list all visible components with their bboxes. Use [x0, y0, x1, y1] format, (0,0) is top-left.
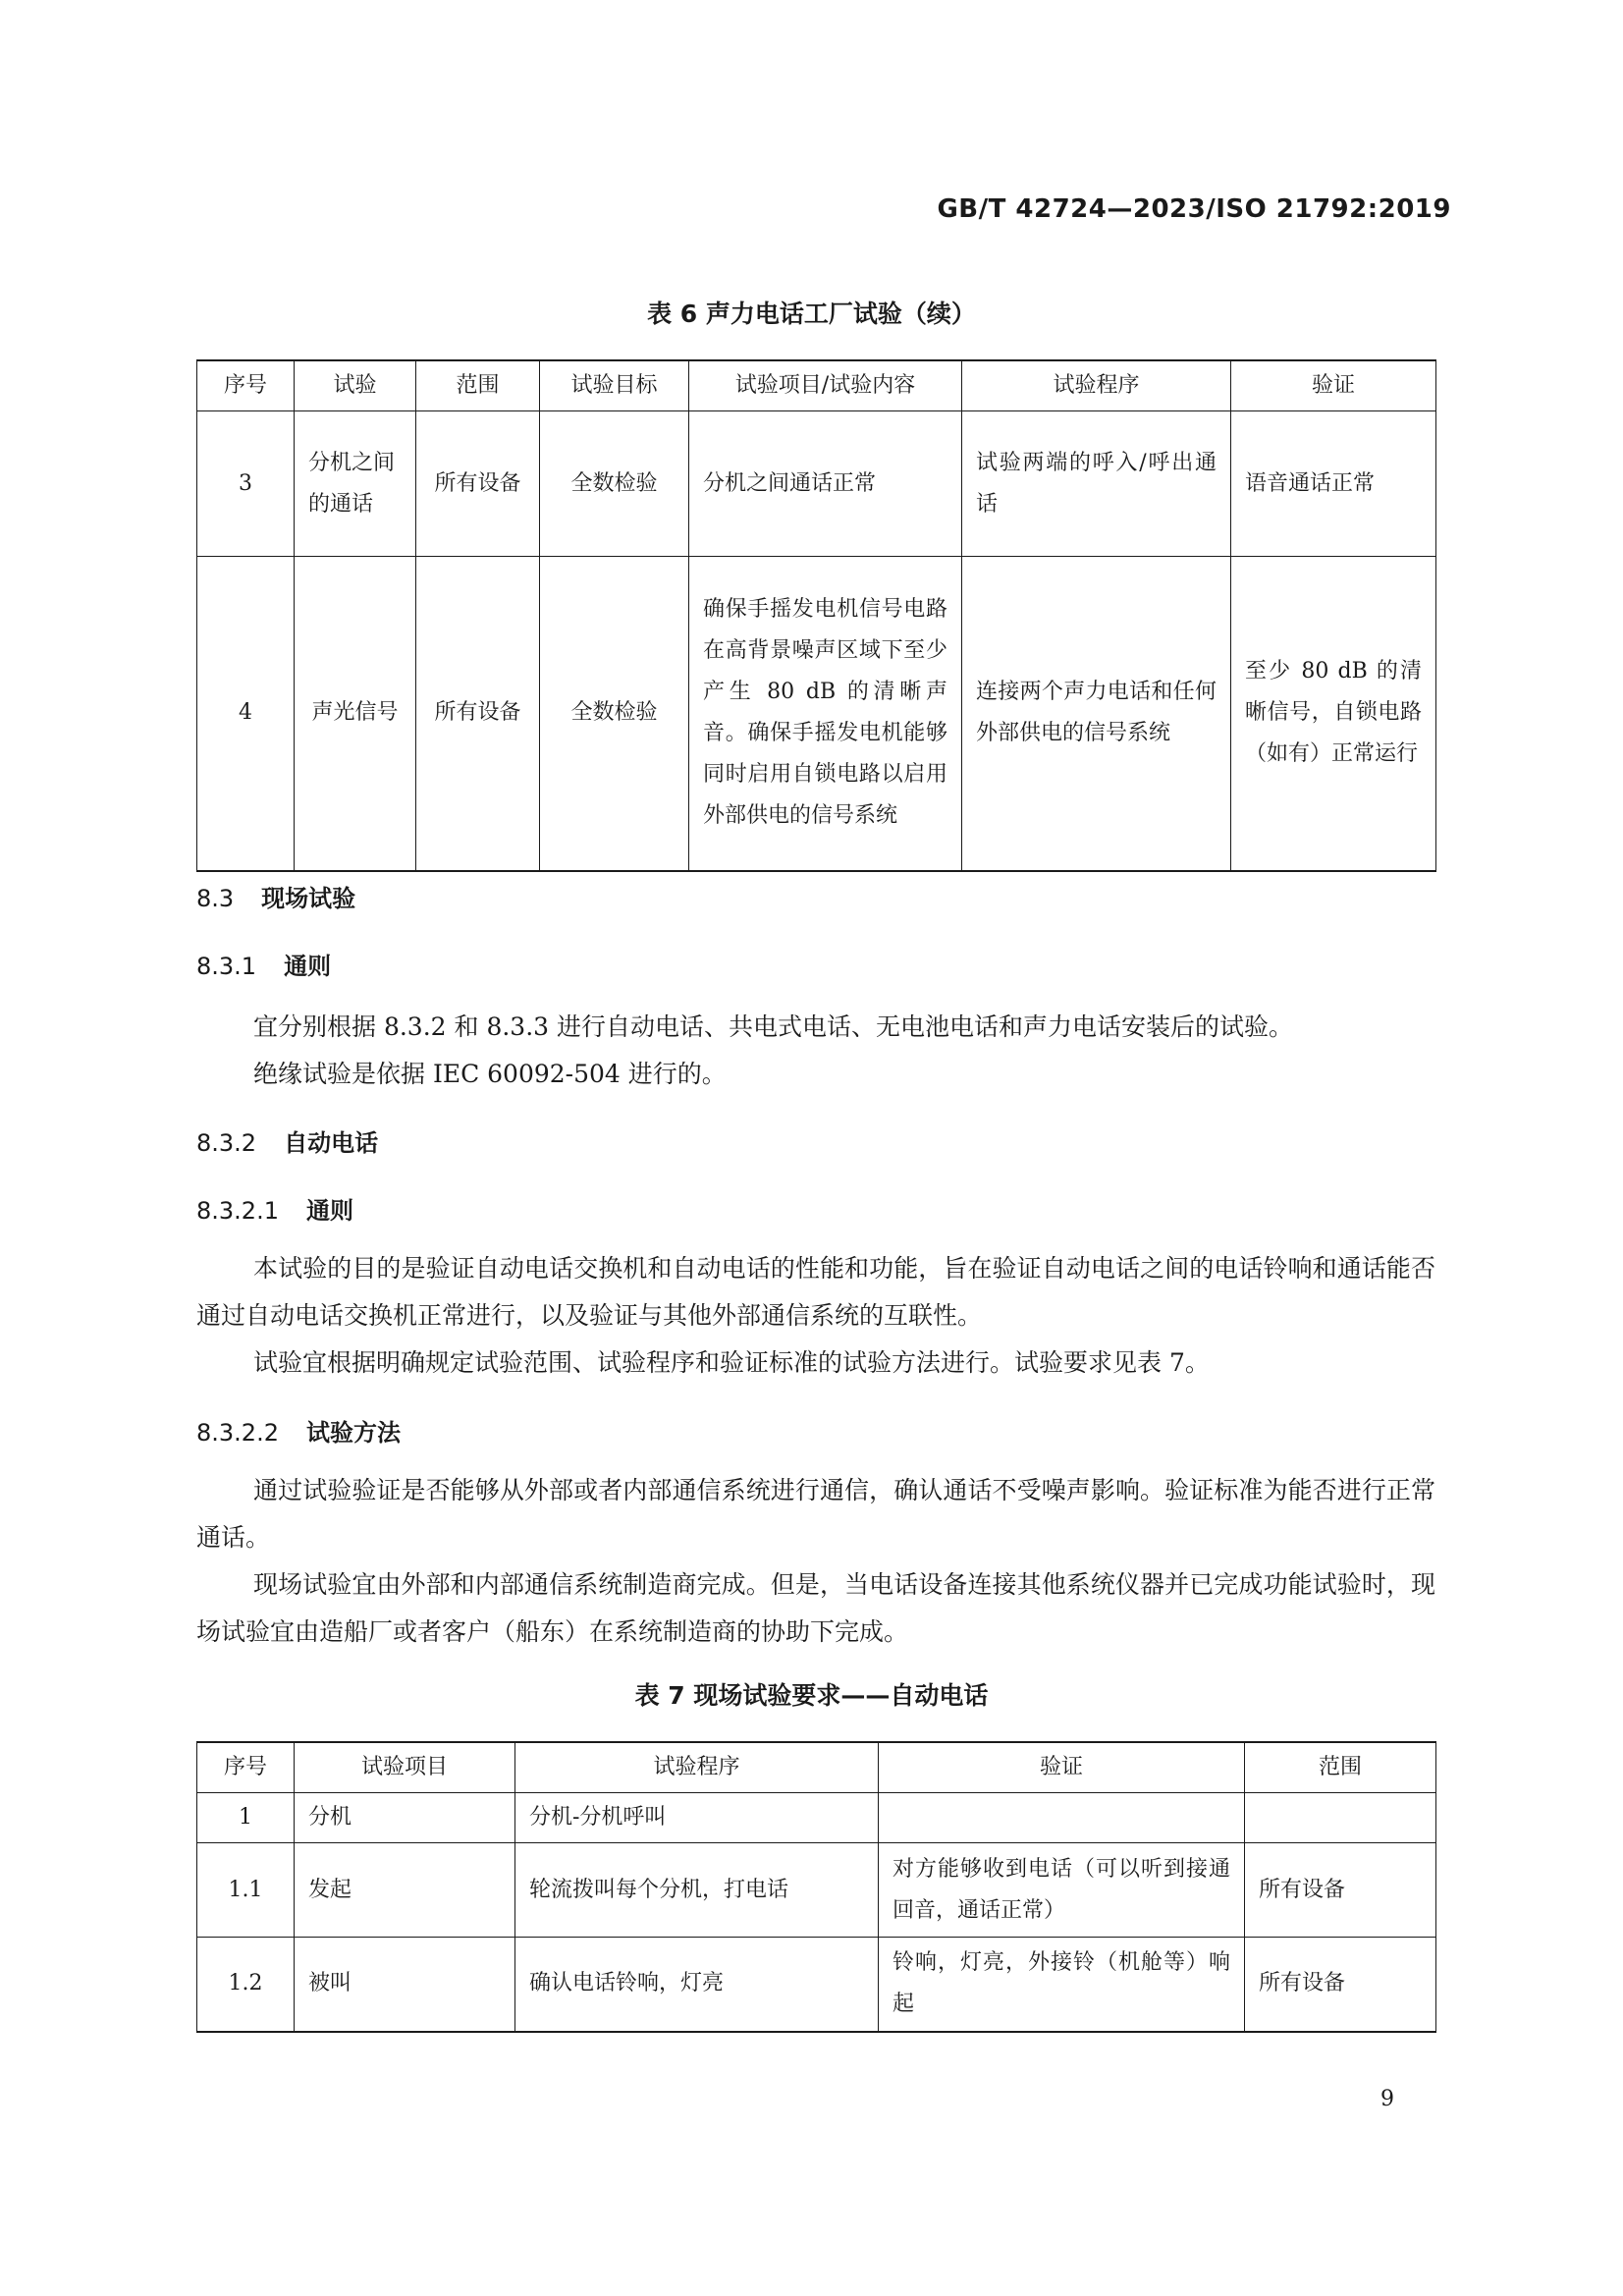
- table-cell: 全数检验: [540, 411, 689, 557]
- table-cell: 对方能够收到电话（可以听到接通回音，通话正常）: [879, 1843, 1245, 1938]
- section-number: 8.3.2.1: [196, 1197, 279, 1225]
- table-cell: 全数检验: [540, 557, 689, 871]
- paragraph: 现场试验宜由外部和内部通信系统制造商完成。但是，当电话设备连接其他系统仪器并已完成功能试验时，现场试验宜由造船厂或者客户（船东）在系统制造商的协助下完成。: [196, 1570, 1435, 1646]
- table-row: [197, 411, 1436, 557]
- table-7-header: 试验项目: [295, 1742, 515, 1793]
- paragraph: 宜分别根据 8.3.2 和 8.3.3 进行自动电话、共电式电话、无电池电话和声力电话安装后的试验。: [253, 1012, 1294, 1041]
- section-heading-8-3-2: [196, 1123, 378, 1158]
- table-6-header: 试验目标: [540, 360, 689, 411]
- table-cell: 1.1: [197, 1843, 295, 1938]
- table-7: [196, 1741, 1436, 2033]
- paragraph: 试验宜根据明确规定试验范围、试验程序和验证标准的试验方法进行。试验要求见表 7。: [253, 1348, 1210, 1377]
- section-number: 8.3.2: [196, 1129, 257, 1157]
- table-6-header: 序号: [197, 360, 295, 411]
- table-cell: 分机: [295, 1793, 515, 1843]
- table-cell: 3: [197, 411, 295, 557]
- table-cell: 确保手摇发电机信号电路在高背景噪声区域下至少产生 80 dB 的清晰声音。确保手摇发电机能够同时启用自锁电路以启用外部供电的信号系统: [689, 557, 962, 871]
- section-title: 现场试验: [261, 885, 356, 912]
- table-6-header: 范围: [416, 360, 540, 411]
- section-number: 8.3.2.2: [196, 1419, 279, 1447]
- section-number: 8.3.1: [196, 953, 257, 980]
- table-row: [197, 1938, 1436, 2032]
- table-cell: 至少 80 dB 的清晰信号，自锁电路（如有）正常运行: [1231, 557, 1436, 871]
- table-6: [196, 359, 1436, 872]
- table-cell: 被叫: [295, 1938, 515, 2032]
- table-6-header: 验证: [1231, 360, 1436, 411]
- table-6-header: 试验项目/试验内容: [689, 360, 962, 411]
- table-6-header: 试验: [295, 360, 416, 411]
- paragraph: 本试验的目的是验证自动电话交换机和自动电话的性能和功能，旨在验证自动电话之间的电话铃响和通话能否通过自动电话交换机正常进行，以及验证与其他外部通信系统的互联性。: [196, 1254, 1435, 1330]
- table-7-header: 试验程序: [515, 1742, 879, 1793]
- section-heading-8-3-2-2: [196, 1413, 401, 1448]
- table-6-caption: 表 6 声力电话工厂试验（续）: [647, 300, 976, 328]
- table-cell: 4: [197, 557, 295, 871]
- table-cell: 分机-分机呼叫: [515, 1793, 879, 1843]
- table-cell: 连接两个声力电话和任何外部供电的信号系统: [962, 557, 1231, 871]
- table-7-header-row: [197, 1742, 1436, 1793]
- table-7-header: 序号: [197, 1742, 295, 1793]
- section-title: 通则: [305, 1197, 353, 1225]
- table-cell: 1.2: [197, 1938, 295, 2032]
- section-heading-8-3: [196, 879, 355, 913]
- table-cell: 铃响，灯亮，外接铃（机舱等）响起: [879, 1938, 1245, 2032]
- table-cell: 所有设备: [1245, 1843, 1436, 1938]
- table-cell: [1245, 1793, 1436, 1843]
- table-row: [197, 1843, 1436, 1938]
- table-7-caption: 表 7 现场试验要求——自动电话: [634, 1681, 989, 1710]
- table-cell: 轮流拨叫每个分机，打电话: [515, 1843, 879, 1938]
- table-7-header: 验证: [879, 1742, 1245, 1793]
- table-row: [197, 557, 1436, 871]
- table-cell: [879, 1793, 1245, 1843]
- table-cell: 试验两端的呼入/呼出通话: [962, 411, 1231, 557]
- section-title: 自动电话: [284, 1129, 379, 1157]
- table-6-header-row: [197, 360, 1436, 411]
- table-cell: 所有设备: [1245, 1938, 1436, 2032]
- table-cell: 声光信号: [295, 557, 416, 871]
- section-title: 通则: [284, 953, 332, 980]
- section-heading-8-3-2-1: [196, 1191, 353, 1226]
- table-cell: 语音通话正常: [1231, 411, 1436, 557]
- table-cell: 确认电话铃响，灯亮: [515, 1938, 879, 2032]
- document-code: GB/T 42724—2023/ISO 21792:2019: [937, 194, 1451, 224]
- table-6-header: 试验程序: [962, 360, 1231, 411]
- paragraph: 绝缘试验是依据 IEC 60092-504 进行的。: [253, 1060, 727, 1088]
- paragraph: 通过试验验证是否能够从外部或者内部通信系统进行通信，确认通话不受噪声影响。验证标准为能否进行正常通话。: [196, 1476, 1435, 1552]
- table-cell: 1: [197, 1793, 295, 1843]
- section-number: 8.3: [196, 885, 235, 912]
- page-number: 9: [1380, 2087, 1394, 2111]
- section-title: 试验方法: [305, 1419, 401, 1447]
- section-heading-8-3-1: [196, 947, 331, 981]
- table-row: [197, 1793, 1436, 1843]
- table-cell: 所有设备: [416, 557, 540, 871]
- table-cell: 发起: [295, 1843, 515, 1938]
- table-cell: 分机之间通话正常: [689, 411, 962, 557]
- table-cell: 分机之间的通话: [295, 411, 416, 557]
- table-cell: 所有设备: [416, 411, 540, 557]
- table-7-header: 范围: [1245, 1742, 1436, 1793]
